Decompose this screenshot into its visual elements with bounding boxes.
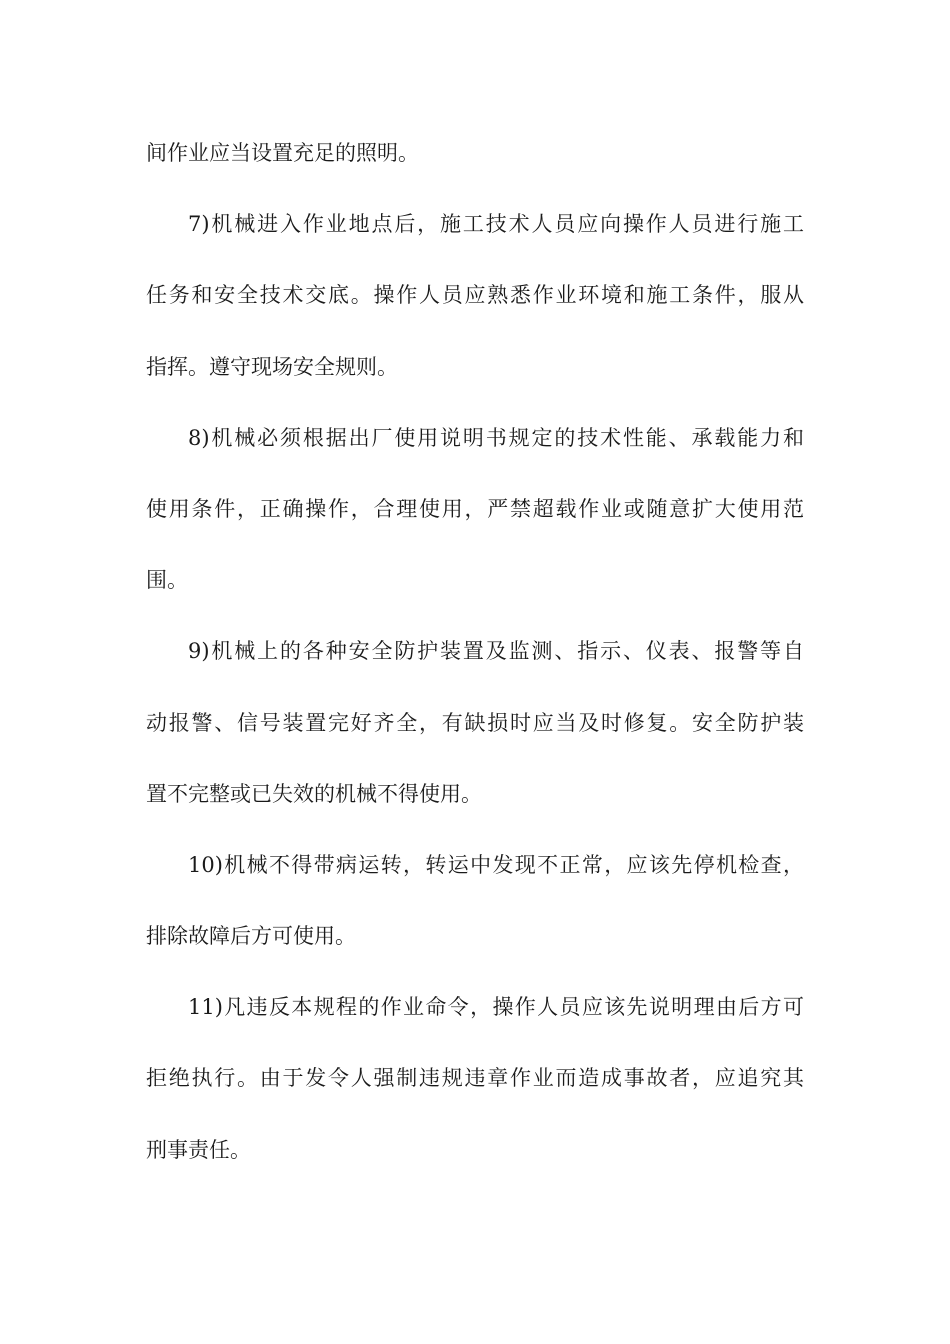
body-text: [146, 130, 804, 1198]
text-line: 刑事责任。: [146, 1137, 251, 1162]
text-line: 置不完整或已失效的机械不得使用。: [146, 781, 482, 806]
text-line: 围。: [146, 568, 188, 593]
paragraph-11-start: 11)凡违反本规程的作业命令，操作人员应该先说明理由后方可: [188, 995, 804, 1020]
text-line: 间作业应当设置充足的照明。: [146, 141, 419, 165]
text-line: 使用条件，正确操作，合理使用，严禁超载作业或随意扩大使用范: [146, 496, 804, 521]
text-line: 指挥。遵守现场安全规则。: [146, 354, 398, 379]
text-line: 任务和安全技术交底。操作人员应熟悉作业环境和施工条件，服从: [146, 283, 804, 308]
text-line: 排除故障后方可使用。: [146, 924, 356, 949]
paragraph-9-start: 9)机械上的各种安全防护装置及监测、指示、仪表、报警等自: [188, 639, 804, 664]
text-line: 拒绝执行。由于发令人强制违规违章作业而造成事故者，应追究其: [146, 1066, 804, 1091]
paragraph-7-start: 7)机械进入作业地点后，施工技术人员应向操作人员进行施工: [188, 212, 804, 237]
paragraph-8-start: 8)机械必须根据出厂使用说明书规定的技术性能、承载能力和: [188, 425, 804, 450]
text-line: 动报警、信号装置完好齐全，有缺损时应当及时修复。安全防护装: [146, 710, 804, 735]
paragraph-10-start: 10)机械不得带病运转，转运中发现不正常，应该先停机检查，: [188, 852, 804, 877]
